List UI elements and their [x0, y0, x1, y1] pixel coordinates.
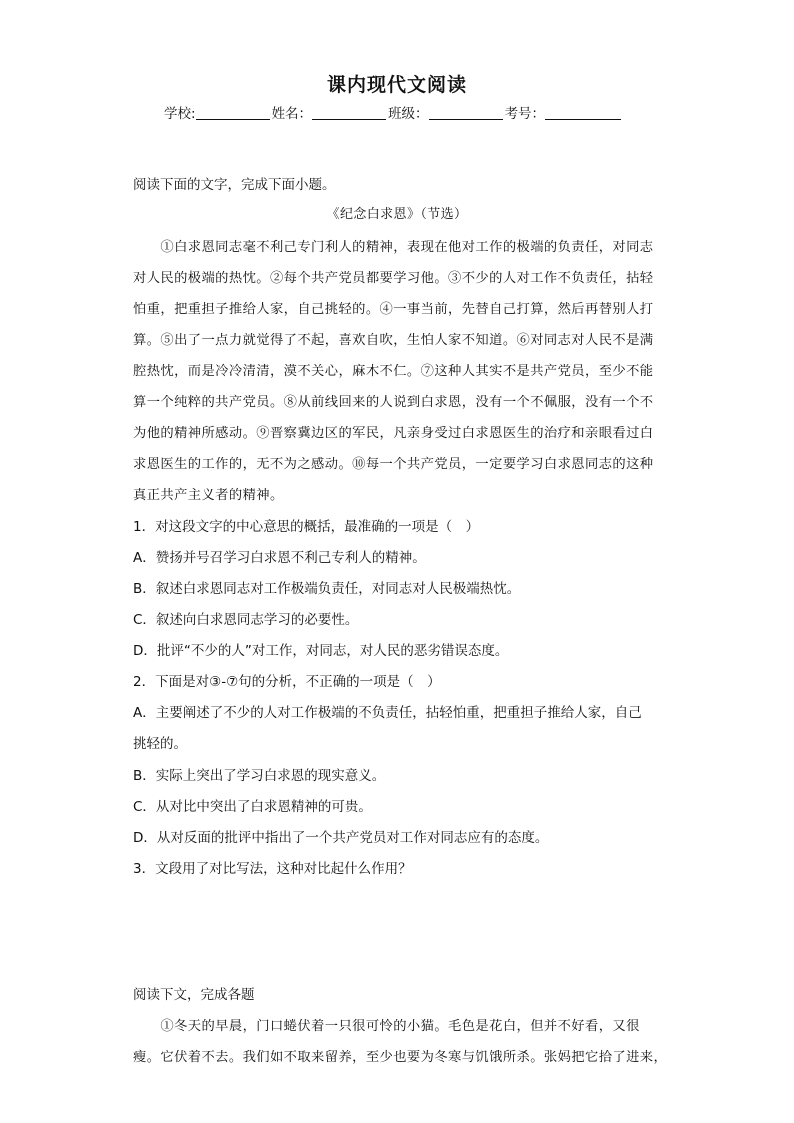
name-blank[interactable]	[312, 105, 386, 120]
passage-line: 真正共产主义者的精神。	[133, 488, 284, 503]
question-1-option-b: B．叙述白求恩同志对工作极端负责任，对同志对人民极端热忱。	[133, 581, 521, 597]
section1-instruction: 阅读下面的文字，完成下面小题。	[133, 177, 336, 193]
passage-line: ①白求恩同志毫不利己专门利人的精神，表现在他对工作的极端的负责任，对同志	[133, 240, 654, 255]
question-2-option-d: D．从对反面的批评中指出了一个共产党员对工作对同志应有的态度。	[133, 830, 549, 846]
question-2-option-c: C．从对比中突出了白求恩精神的可贵。	[133, 799, 372, 815]
question-2: 2．下面是对③-⑦句的分析，不正确的一项是（ ）	[133, 674, 441, 690]
passage-line: 怕重，把重担子推给人家，自己挑轻的。④一事当前，先替自己打算，然后再替别人打	[133, 302, 654, 317]
school-blank[interactable]	[196, 105, 270, 120]
exam-number-blank[interactable]	[545, 105, 621, 120]
exam-number-label: 考号：	[504, 106, 546, 122]
student-info-row	[164, 102, 623, 122]
question-1-option-a: A．赞扬并号召学习白求恩不利己专利人的精神。	[133, 550, 426, 566]
passage-title: 《纪念白求恩》（节选）	[326, 207, 468, 222]
question-2-option-b: B．实际上突出了学习白求恩的现实意义。	[133, 768, 386, 784]
passage-line: 为他的精神所感动。⑨晋察冀边区的军民，凡亲身受过白求恩医生的治疗和亲眼看过白	[133, 426, 654, 441]
school-label: 学校:	[164, 106, 196, 122]
section2-instruction: 阅读下文，完成各题	[133, 987, 255, 1003]
question-2-option-a-cont: 挑轻的。	[133, 736, 187, 752]
question-1-option-c: C．叙述向白求恩同志学习的必要性。	[133, 612, 359, 628]
question-1-option-d: D．批评“不少的人”对工作，对同志，对人民的恶劣错误态度。	[133, 643, 509, 659]
passage2-line: 瘦。它伏着不去。我们如不取来留养，至少也要为冬寒与饥饿所杀。张妈把它拾了进来，	[133, 1050, 668, 1065]
passage-line: 腔热忱，而是冷冷清清，漠不关心，麻木不仁。⑦这种人其实不是共产党员，至少不能	[133, 364, 654, 379]
passage-line: 求恩医生的工作的，无不为之感动。⑩每一个共产党员，一定要学习白求恩同志的这种	[133, 457, 654, 472]
passage-line: 对人民的极端的热忱。②每个共产党员都要学习他。③不少的人对工作不负责任，拈轻	[133, 271, 654, 286]
question-2-option-a: A．主要阐述了不少的人对工作极端的不负责任，拈轻怕重，把重担子推给人家，自己	[133, 705, 642, 721]
passage-line: 算。⑤出了一点力就觉得了不起，喜欢自吹，生怕人家不知道。⑥对同志对人民不是满	[133, 333, 654, 348]
class-blank[interactable]	[429, 105, 503, 120]
question-3: 3．文段用了对比写法，这种对比起什么作用？	[133, 861, 412, 877]
name-label: 姓名：	[271, 106, 313, 122]
page-title: 课内现代文阅读	[326, 74, 467, 96]
question-1: 1．对这段文字的中心意思的概括，最准确的一项是（ ）	[133, 519, 480, 535]
passage2-line: ①冬天的早晨，门口蜷伏着一只很可怜的小猫。毛色是花白，但并不好看，又很	[133, 1019, 640, 1034]
class-label: 班级：	[388, 106, 429, 122]
passage-line: 算一个纯粹的共产党员。⑧从前线回来的人说到白求恩，没有一个不佩服，没有一个不	[133, 395, 654, 410]
